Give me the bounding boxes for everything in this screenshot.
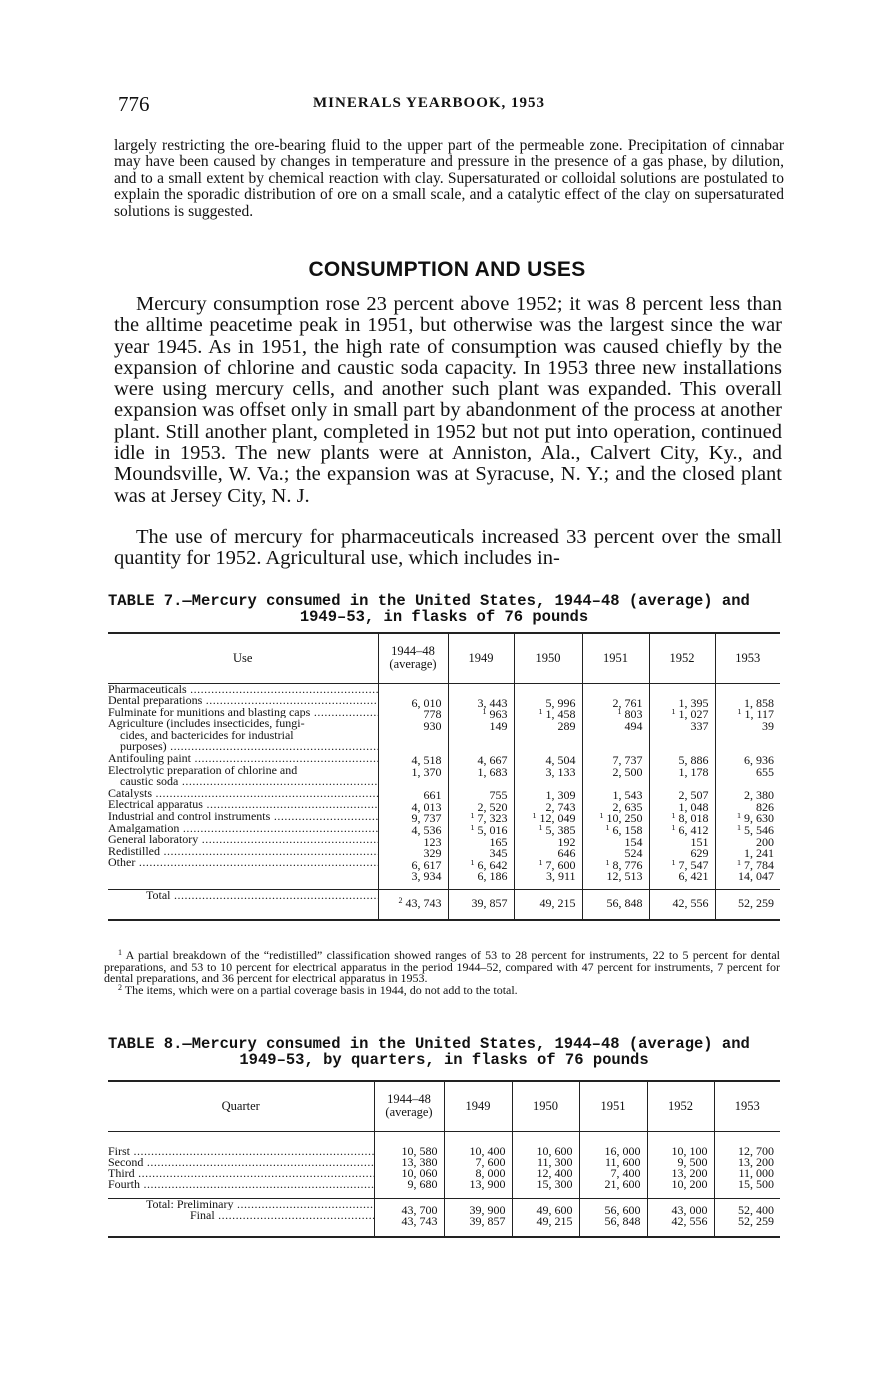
cell: $^1$ 6, 642 — [470, 859, 508, 872]
cell: 56, 848 — [582, 890, 649, 921]
row-label: Pharmaceuticals ..... — [108, 684, 378, 696]
cell: 16, 000 — [604, 1145, 641, 1157]
cell: 778 — [423, 709, 442, 721]
footnote-ref: 1 — [605, 825, 610, 833]
footnote-ref: 1 — [671, 709, 676, 717]
cell: 56, 848 — [604, 1216, 641, 1228]
cell: 1, 241 — [744, 848, 774, 860]
cell: 2, 500 — [612, 767, 643, 779]
cell: 9, 737 — [411, 813, 442, 826]
cell: 661 — [423, 790, 442, 802]
cell: 39, 857 — [448, 890, 514, 921]
table8-caption-line1: TABLE 8.—Mercury consumed in the United States, 1944–48 (average) and — [108, 1035, 750, 1053]
cell: 9, 500 — [677, 1156, 708, 1168]
row-label: Electrolytic preparation of chlorine and — [108, 764, 298, 777]
cell: 2, 761 — [612, 697, 643, 710]
footnote-2-text: The items, which were on a partial coverage basis in 1944, do not add to the total. — [124, 982, 518, 997]
table7-col-1951: 1951 — [582, 633, 649, 683]
cell: 329 — [423, 848, 442, 860]
cell: 4, 667 — [477, 755, 508, 768]
table7-caption — [108, 593, 780, 625]
cell: 930 — [423, 720, 442, 733]
cell: $^1$ 8, 776 — [605, 859, 643, 872]
cell: 2, 635 — [612, 801, 643, 814]
footnote-ref: 1 — [671, 813, 676, 821]
table8-col-1951: 1951 — [579, 1081, 647, 1131]
cell: 49, 215 — [536, 1216, 573, 1228]
cell: $^1$ 963 — [482, 709, 508, 721]
footnote-ref: 1 — [737, 813, 741, 821]
cell: 43, 700 — [401, 1205, 438, 1217]
cell: 14, 047 — [738, 871, 774, 883]
row-label: Other ..... — [108, 857, 378, 869]
row-label: Catalysts ..... — [108, 788, 378, 800]
cell: 655 — [756, 767, 774, 779]
cell: 6, 186 — [477, 871, 508, 883]
cell: 52, 400 — [738, 1205, 774, 1217]
footnote-ref: 2 — [398, 896, 403, 905]
table7-caption-line1: TABLE 7.—Mercury consumed in the United States, 1944–48 (average) and — [108, 592, 750, 610]
cell: 200 — [756, 836, 774, 849]
cell: $^1$ 5, 016 — [470, 825, 508, 837]
cell: 2, 507 — [678, 790, 709, 802]
table8-total-rows — [108, 1199, 780, 1237]
cell: 10, 400 — [469, 1145, 506, 1157]
cell: 2, 743 — [545, 801, 576, 814]
cell: 165 — [489, 836, 508, 849]
cell: 5, 886 — [678, 755, 709, 768]
table7-body — [108, 683, 780, 890]
cell: 192 — [557, 836, 576, 849]
cell: 7, 737 — [612, 755, 643, 768]
body-paragraph-2: The use of mercury for pharmaceuticals increased 33 percent over the small quantity for 1952. Agricultural use, which includes in- — [114, 526, 782, 570]
cell: 15, 300 — [536, 1179, 573, 1191]
cell: 1, 048 — [678, 801, 709, 814]
row-label: General laboratory ..... — [108, 834, 378, 846]
footnote-2 — [104, 982, 780, 997]
cell: 49, 215 — [514, 890, 582, 921]
table8-header-row — [108, 1081, 780, 1131]
cell: 6, 010 — [411, 697, 442, 710]
cell: 6, 617 — [411, 859, 442, 872]
table8-col-quarter: Quarter — [221, 1098, 260, 1113]
cell: 3, 133 — [545, 767, 576, 779]
table7-col-1949: 1949 — [448, 633, 514, 683]
cell: 8, 000 — [475, 1167, 506, 1180]
table7-col-use: Use — [233, 650, 253, 665]
row-label: cides, and bactericides for industrial — [120, 729, 294, 742]
cell: 345 — [489, 848, 508, 860]
cell: $^1$ 5, 546 — [737, 825, 774, 837]
row-label: purposes) ..... — [108, 741, 378, 753]
table8-col-1952: 1952 — [647, 1081, 714, 1131]
footnote-marker: 1 — [118, 948, 122, 957]
intro-paragraph: largely restricting the ore-bearing fluid to the upper part of the permeable zone. Precipitation of cinnabar may have been caused by changes in temperature and pressure in the presence of a gas phase, by dilution, and to a small extent by chemical reaction with clay. Supersaturated or colloidal solutions are postulated to explain the sporadic distribution of ore on a small scale, and a catalytic effect of the clay on supersaturated solutions is suggested. — [114, 137, 784, 220]
cell: 3, 443 — [477, 697, 508, 710]
row-label: Antifouling paint ..... — [108, 753, 378, 765]
row-label: Third ..... — [108, 1168, 374, 1179]
cell: 13, 380 — [401, 1156, 438, 1168]
cell: 11, 600 — [604, 1156, 641, 1168]
footnote-ref: 1 — [617, 709, 622, 717]
running-title: MINERALS YEARBOOK, 1953 — [313, 95, 546, 111]
cell: $^1$ 1, 117 — [737, 709, 774, 721]
row-label: Fulminate for munitions and blasting caps ..... — [108, 707, 378, 719]
cell: 2, 380 — [744, 790, 774, 802]
cell: 15, 500 — [738, 1179, 774, 1191]
footnote-ref: 1 — [599, 813, 604, 821]
footnote-ref: 1 — [538, 859, 543, 867]
table7-row-labels — [108, 684, 378, 870]
cell: 39 — [762, 720, 774, 733]
col-avg-line1: 1944–48 — [391, 644, 435, 659]
cell: $^1$ 7, 323 — [470, 813, 508, 826]
table8 — [108, 1080, 780, 1238]
table7-col-avg — [378, 633, 448, 683]
cell: $^1$ 12, 049 — [532, 813, 576, 826]
footnote-ref: 1 — [470, 825, 475, 833]
footnote-ref: 1 — [737, 859, 741, 867]
cell: 4, 504 — [545, 755, 576, 768]
cell: $^1$ 803 — [617, 709, 643, 721]
footnote-ref: 1 — [470, 813, 475, 821]
cell: 12, 513 — [606, 871, 643, 883]
table7-col-1953-values — [715, 683, 780, 890]
cell: $^1$ 8, 018 — [671, 813, 709, 826]
cell: 337 — [690, 720, 709, 733]
cell: 1, 309 — [545, 790, 576, 802]
cell: 4, 013 — [411, 801, 442, 814]
footnote-ref: 1 — [532, 813, 537, 821]
footnote-ref: 1 — [671, 825, 676, 833]
col-avg-line1: 1944–48 — [387, 1092, 431, 1107]
table7-col-1951-values — [582, 683, 649, 890]
cell: 154 — [624, 836, 643, 849]
cell: 3, 911 — [545, 871, 576, 883]
cell: $^2$ 43, 743 — [378, 890, 448, 921]
cell: 10, 600 — [536, 1145, 573, 1157]
table7-footnotes — [104, 950, 780, 996]
row-label: Final ..... — [146, 1210, 374, 1221]
cell: $^1$ 1, 027 — [671, 709, 709, 721]
row-label: Dental preparations ..... — [108, 695, 378, 707]
table7-col-avg-values — [378, 683, 448, 890]
footnote-ref: 1 — [737, 825, 741, 833]
cell: 13, 200 — [738, 1156, 774, 1168]
row-label: First ..... — [108, 1146, 374, 1157]
cell: 10, 580 — [401, 1145, 438, 1157]
cell: 10, 060 — [401, 1167, 438, 1180]
table7-col-1952-values — [649, 683, 715, 890]
row-label: caustic soda ..... — [108, 776, 378, 788]
cell: 629 — [690, 848, 709, 860]
cell: 1, 370 — [411, 767, 442, 779]
cell: $^1$ 6, 412 — [671, 825, 709, 837]
cell: $^1$ 7, 600 — [538, 859, 576, 872]
cell: 3, 934 — [411, 871, 442, 883]
table8-col-1953: 1953 — [714, 1081, 780, 1131]
row-label: Preliminary — [176, 1199, 234, 1211]
cell: $^1$ 5, 385 — [538, 825, 576, 837]
body-paragraph-1: Mercury consumption rose 23 percent above 1952; it was 8 percent less than the alltime peacetime peak in 1951, but otherwise was the largest since the war year 1945. As in 1951, the high rate of consumption was caused chiefly by the expansion of chlorine and caustic soda capacity. In 1953 three new installations were using mercury cells, and another such plant was expanded. This overall expansion was offset only in small part by abandonment of the process at another plant. Still another plant, completed in 1952 but not put into operation, continued idle in 1953. The new plants were at Anniston, Ala., Calvert City, Ky., and Moundsville, W. Va.; the expansion was at Syracuse, N. Y.; and the closed plant was at Jersey City, N. J. — [114, 293, 782, 507]
cell: $^1$ 7, 784 — [737, 859, 774, 872]
footnote-1-text: A partial breakdown of the “redistilled” classification showed ranges of 53 to 28 percent for instruments, 22 to 5 percent for dental preparations, and 53 to 10 percent for electrical apparatus in the period 1944–52, compared with 47 percent for instruments, 7 percent for dental preparations, and 36 percent for electrical apparatus in 1953. — [104, 948, 781, 986]
cell: 524 — [624, 848, 643, 860]
cell: 6, 421 — [678, 871, 709, 883]
cell: 149 — [489, 720, 508, 733]
cell: 123 — [423, 836, 442, 849]
cell: $^1$ 7, 547 — [671, 859, 709, 872]
cell: $^1$ 9, 630 — [737, 813, 774, 826]
cell: 1, 683 — [477, 767, 508, 779]
row-label: Industrial and control instruments ..... — [108, 811, 378, 823]
footnote-ref: 1 — [538, 709, 543, 717]
cell: 13, 200 — [671, 1167, 708, 1180]
cell: 1, 858 — [744, 697, 774, 710]
cell: 10, 100 — [671, 1145, 708, 1157]
page-number: 776 — [118, 92, 150, 116]
table8-caption-line2: 1949–53, by quarters, in flasks of 76 pounds — [239, 1051, 649, 1069]
cell: 4, 536 — [411, 825, 442, 837]
cell: 43, 000 — [671, 1205, 708, 1217]
cell: 12, 700 — [738, 1145, 774, 1157]
row-label: Fourth ..... — [108, 1179, 374, 1190]
table7-col-1953: 1953 — [715, 633, 780, 683]
table7-col-1949-values — [448, 683, 514, 890]
cell: 4, 518 — [411, 755, 442, 768]
cell: 49, 600 — [536, 1205, 573, 1217]
cell: 1, 178 — [678, 767, 709, 779]
footnote-ref: 1 — [671, 859, 676, 867]
cell: 1, 395 — [678, 697, 709, 710]
page-header — [118, 92, 782, 118]
row-label: Agriculture (includes insecticides, fungi- — [108, 718, 305, 730]
cell: $^1$ 6, 158 — [605, 825, 643, 837]
cell: 12, 400 — [536, 1167, 573, 1180]
cell: $^1$ 1, 458 — [538, 709, 576, 721]
table8-col-avg — [374, 1081, 444, 1131]
row-label: Redistilled ..... — [108, 846, 378, 858]
footnote-ref: 1 — [538, 825, 543, 833]
cell: 2, 520 — [477, 801, 508, 814]
cell: 289 — [557, 720, 576, 733]
section-heading: CONSUMPTION AND USES — [308, 258, 586, 281]
cell: 5, 996 — [545, 697, 576, 710]
cell: 52, 259 — [738, 1216, 774, 1228]
cell: 52, 259 — [715, 890, 780, 921]
footnote-ref: 1 — [482, 709, 487, 717]
cell: 39, 857 — [469, 1216, 506, 1228]
cell: 11, 000 — [738, 1167, 774, 1180]
table7-total-row — [108, 890, 780, 921]
cell: 13, 900 — [469, 1179, 506, 1191]
table7-col-1952: 1952 — [649, 633, 715, 683]
cell: 56, 600 — [604, 1205, 641, 1217]
cell: 7, 600 — [475, 1156, 506, 1168]
cell: 42, 556 — [649, 890, 715, 921]
cell: 6, 936 — [744, 755, 774, 768]
table8-body — [108, 1131, 780, 1199]
col-avg-line2: (average) — [385, 1105, 433, 1120]
table8-caption — [108, 1036, 780, 1068]
cell: 43, 743 — [401, 1216, 438, 1228]
cell: 1, 543 — [612, 790, 643, 802]
cell: 21, 600 — [604, 1179, 641, 1191]
footnote-1 — [104, 950, 780, 985]
cell: 755 — [489, 790, 508, 802]
row-label: Amalgamation ..... — [108, 823, 378, 835]
cell: 9, 680 — [407, 1179, 438, 1191]
footnote-ref: 1 — [605, 859, 610, 867]
cell: 494 — [624, 720, 643, 733]
total-label: Total ..... — [146, 890, 378, 902]
footnote-ref: 1 — [737, 709, 742, 717]
table7 — [108, 632, 780, 921]
table8-col-1950: 1950 — [512, 1081, 579, 1131]
cell: 7, 400 — [610, 1167, 641, 1180]
row-label: Second ..... — [108, 1157, 374, 1168]
table7-caption-line2: 1949–53, in flasks of 76 pounds — [299, 608, 589, 626]
cell: 42, 556 — [671, 1216, 708, 1228]
row-label: Electrical apparatus ..... — [108, 799, 378, 811]
footnote-ref: 1 — [470, 859, 475, 867]
cell: 646 — [557, 848, 576, 860]
table7-header-row — [108, 633, 780, 683]
cell: 39, 900 — [469, 1205, 506, 1217]
table8-col-1949: 1949 — [444, 1081, 512, 1131]
total-label: Total: — [146, 1199, 174, 1211]
cell: 151 — [690, 836, 709, 849]
cell: 826 — [756, 801, 774, 814]
cell: 10, 200 — [671, 1179, 708, 1191]
cell: $^1$ 10, 250 — [599, 813, 643, 826]
cell: 11, 300 — [536, 1156, 573, 1168]
footnote-marker: 2 — [118, 982, 122, 992]
table7-col-1950: 1950 — [514, 633, 582, 683]
table7-col-1950-values — [514, 683, 582, 890]
col-avg-line2: (average) — [389, 657, 437, 672]
